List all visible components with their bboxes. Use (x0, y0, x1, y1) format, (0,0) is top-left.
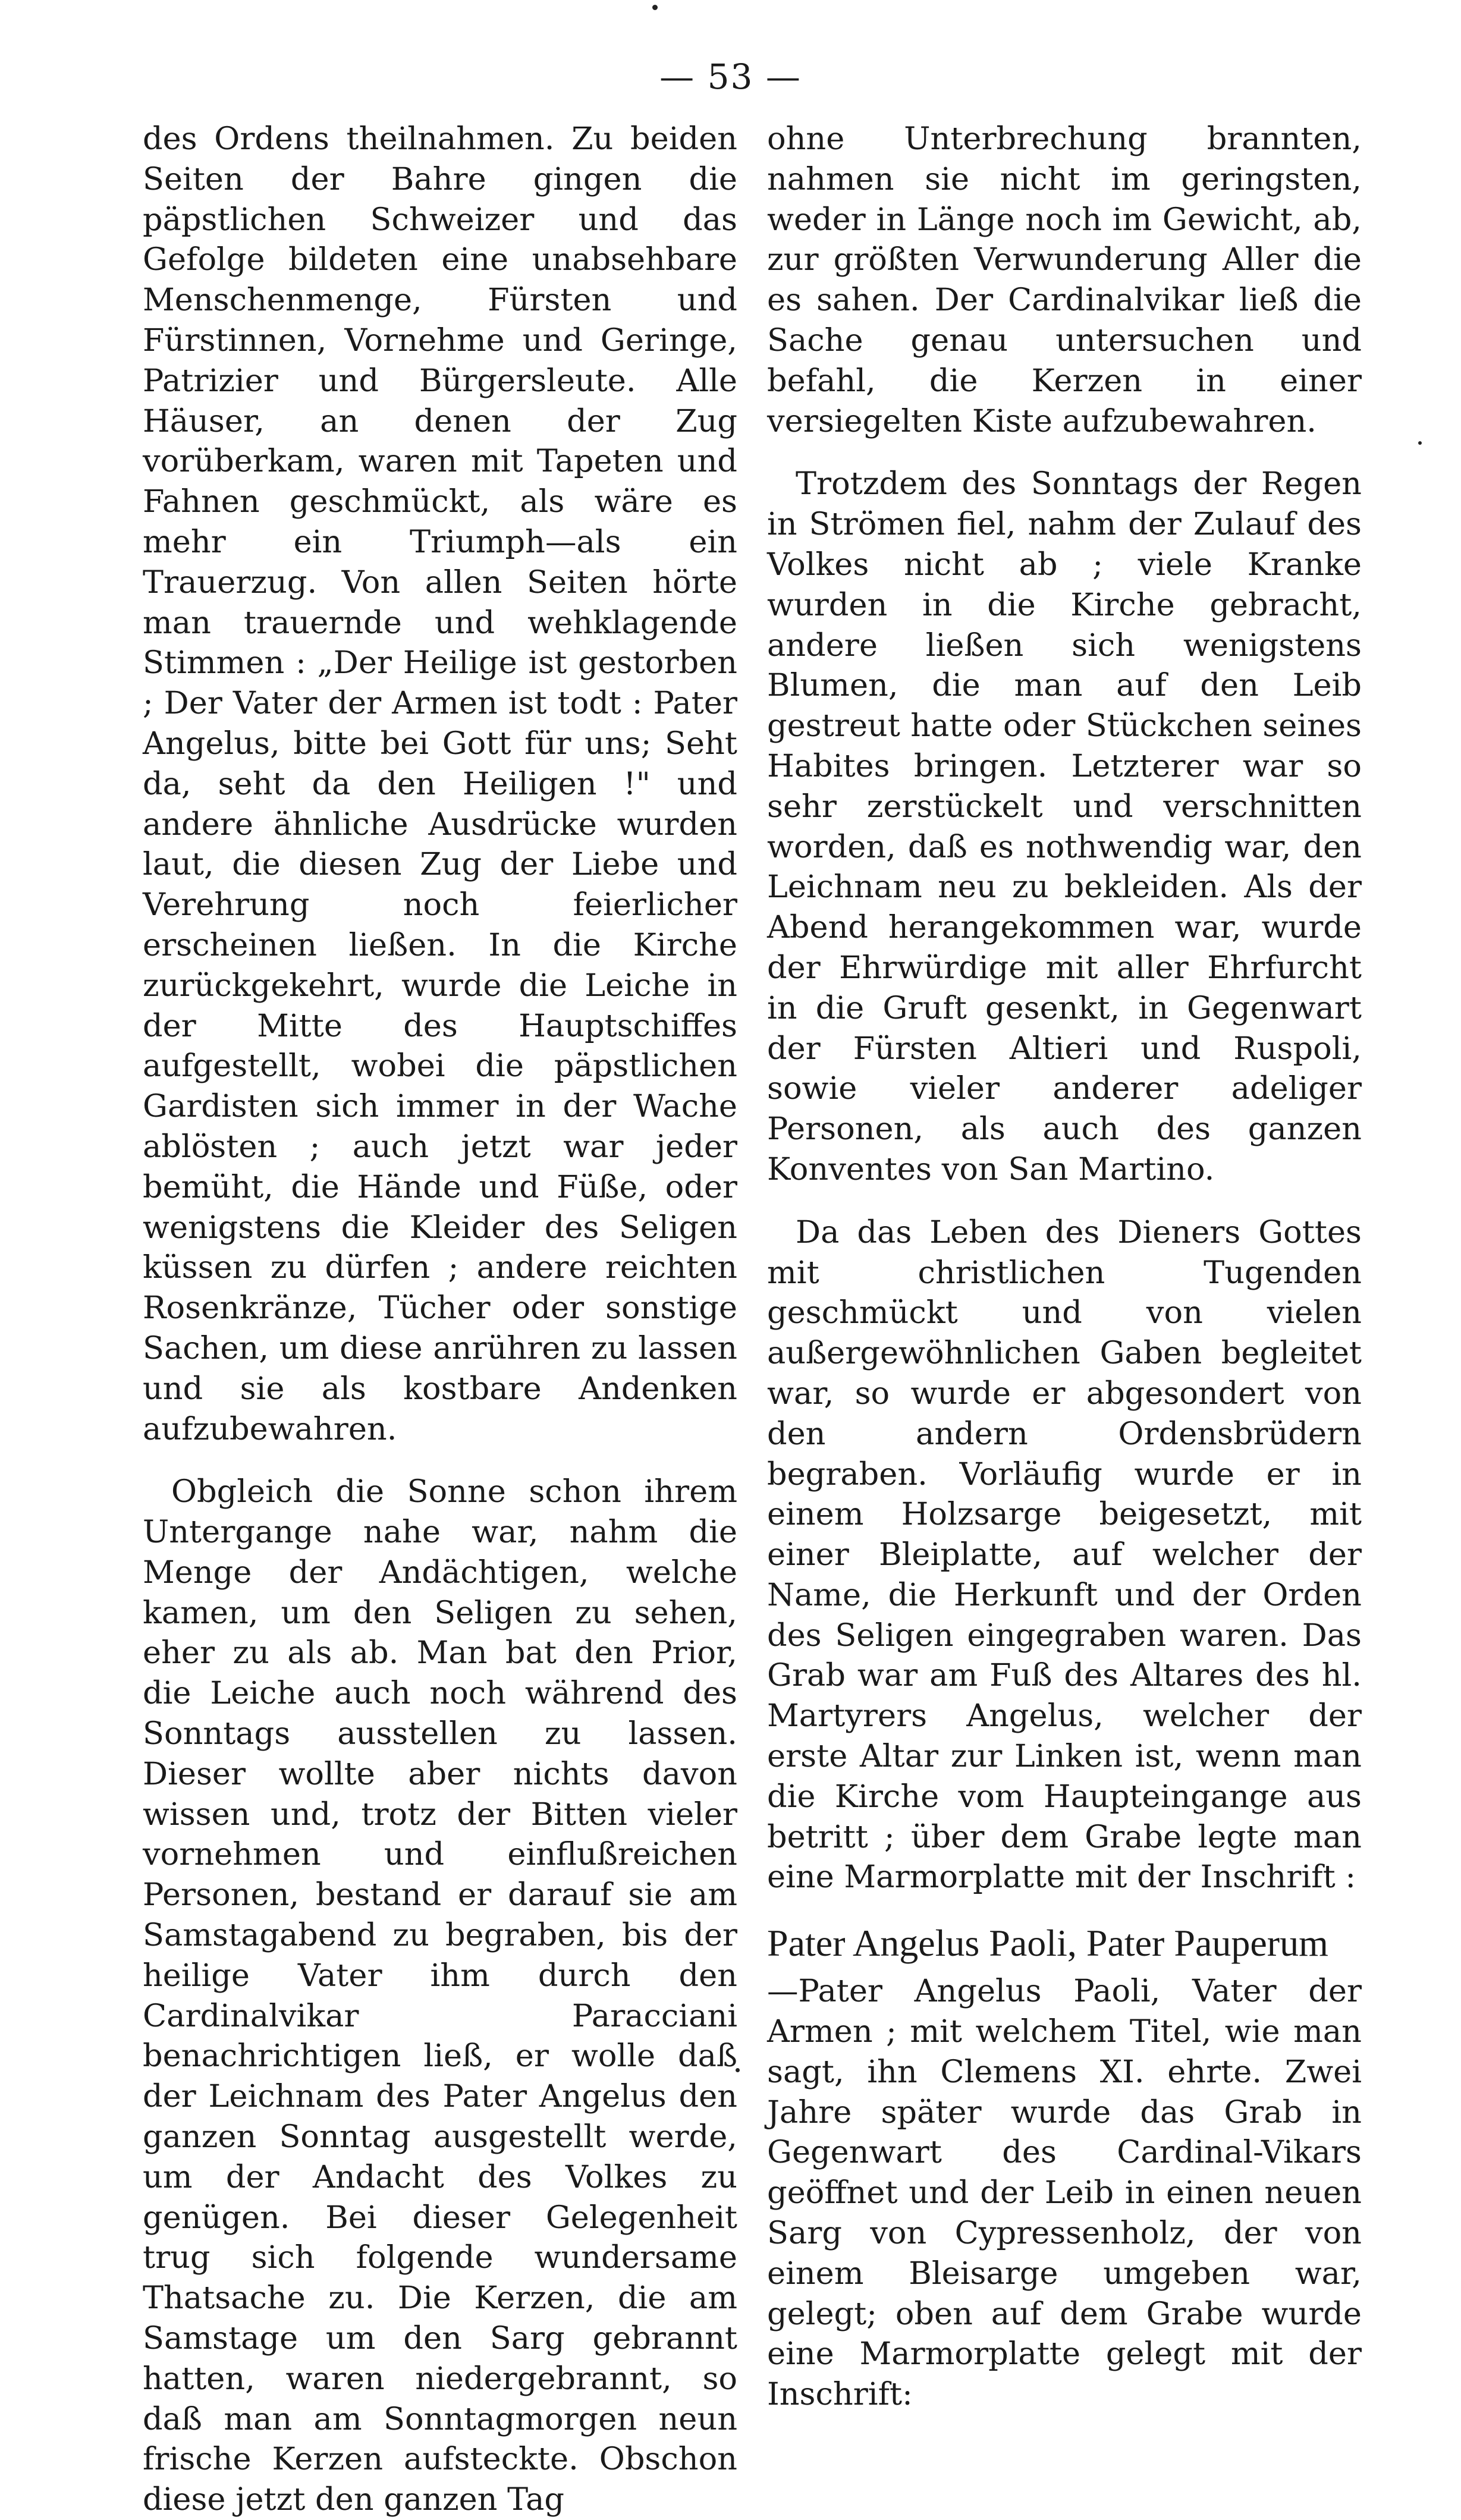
right-paragraph-4: —Pater Angelus Paoli, Vater der Armen ; mit welchem Titel, wie man sagt, ihn Clemens XI. ehrte. Zwei Jahre später wurde das Grab in Gegenwart des Cardinal-Vikars geöffnet und der Leib in einen neuen Sarg von Cypressenholz, der von einem Bleisarge umgeben war, gelegt; oben auf dem Grabe wurde eine Marmorplatte gelegt mit der Inschrift: (767, 1973, 1362, 2413)
print-speck-top (652, 5, 658, 10)
page-number: — 53 — (659, 56, 802, 97)
right-paragraph-1: ohne Unterbrechung brannten, nahmen sie nicht im geringsten, weder in Länge noch im Gewicht, ab, zur größten Verwunderung Aller die es sahen. Der Cardinalvikar ließ die Sache genau untersuchen und befahl, die Kerzen in einer versiegelten Kiste aufzubewahren. (767, 121, 1362, 439)
right-text-column (767, 119, 1362, 2415)
right-paragraph-2: Trotzdem des Sonntags der Regen in Strömen fiel, nahm der Zulauf des Volkes nicht ab ; viele Kranke wurden in die Kirche gebracht, andere ließen sich wenigstens Blumen, die man auf den Leib gestreut hatte oder Stückchen seines Habites bringen. Letzterer war so sehr zerstückelt und verschnitten worden, daß es nothwendig war, den Leichnam neu zu bekleiden. Als der Abend herangekommen war, wurde der Ehrwürdige mit aller Ehrfurcht in die Gruft gesenkt, in Gegenwart der Fürsten Altieri und Ruspoli, sowie vieler anderer adeliger Personen, als auch des ganzen Konventes von San Martino. (767, 466, 1362, 1187)
left-paragraph-1: des Ordens theilnahmen. Zu beiden Seiten der Bahre gingen die päpstlichen Schweizer und das Gefolge bildeten eine unabsehbare Menschenmenge, Fürsten und Fürstinnen, Vornehme und Geringe, Patrizier und Bürgersleute. Alle Häuser, an denen der Zug vorüberkam, waren mit Tapeten und Fahnen geschmückt, als wäre es mehr ein Triumph—als ein Trauerzug. Von allen Seiten hörte man trauernde und wehklagende Stimmen : „Der Heilige ist gestorben ; Der Vater der Armen ist todt : Pater Angelus, bitte bei Gott für uns; Seht da, seht da den Heiligen !" und andere ähnliche Ausdrücke wurden laut, die diesen Zug der Liebe und Verehrung noch feierlicher erscheinen ließen. In die Kirche zurückgekehrt, wurde die Leiche in der Mitte des Hauptschiffes aufgestellt, wobei die päpstlichen Gardisten sich immer in der Wache ablösten ; auch jetzt war jeder bemüht, die Hände und Füße, oder wenigstens die Kleider des Seligen küssen zu dürfen ; andere reichten Rosenkränze, Tücher oder sonstige Sachen, um diese anrühren zu lassen und sie als kostbare Andenken aufzubewahren. (143, 121, 737, 1447)
print-speck-right-margin (1418, 441, 1422, 445)
latin-inscription: Pater Angelus Paoli, Pater Pauperum (767, 1922, 1328, 1965)
left-paragraph-2: Obgleich die Sonne schon ihrem Untergange nahe war, nahm die Menge der Andächtigen, welche kamen, um den Seligen zu sehen, eher zu als ab. Man bat den Prior, die Leiche auch noch während des Sonntags ausstellen zu lassen. Dieser wollte aber nichts davon wissen und, trotz der Bitten vieler vornehmen und einflußreichen Personen, bestand er darauf sie am Samstagabend zu begraben, bis der heilige Vater ihm durch den Cardinalvikar Paracciani benachrichtigen ließ, er wolle daß der Leichnam des Pater Angelus den ganzen Sonntag ausgestellt werde, um der Andacht des Volkes zu genügen. Bei dieser Gelegenheit trug sich folgende wundersame Thatsache zu. Die Kerzen, die am Samstage um den Sarg gebrannt hatten, waren niedergebrannt, so daß man am Sonntagmorgen neun frische Kerzen aufsteckte. Obschon diese jetzt den ganzen Tag (143, 1473, 737, 2518)
right-paragraph-3: Da das Leben des Dieners Gottes mit christlichen Tugenden geschmückt und von vielen außergewöhnlichen Gaben begleitet war, so wurde er abgesondert von den andern Ordensbrüdern begraben. Vorläufig wurde er in einem Holzsarge beigesetzt, mit einer Bleiplatte, auf welcher der Name, die Herkunft und der Orden des Seligen eingegraben waren. Das Grab war am Fuß des Altares des hl. Martyrers Angelus, welcher der erste Altar zur Linken ist, wenn man die Kirche vom Haupteingange aus betritt ; über dem Grabe legte man eine Marmorplatte mit der Inschrift : (767, 1214, 1362, 1896)
left-text-column (143, 119, 737, 2520)
